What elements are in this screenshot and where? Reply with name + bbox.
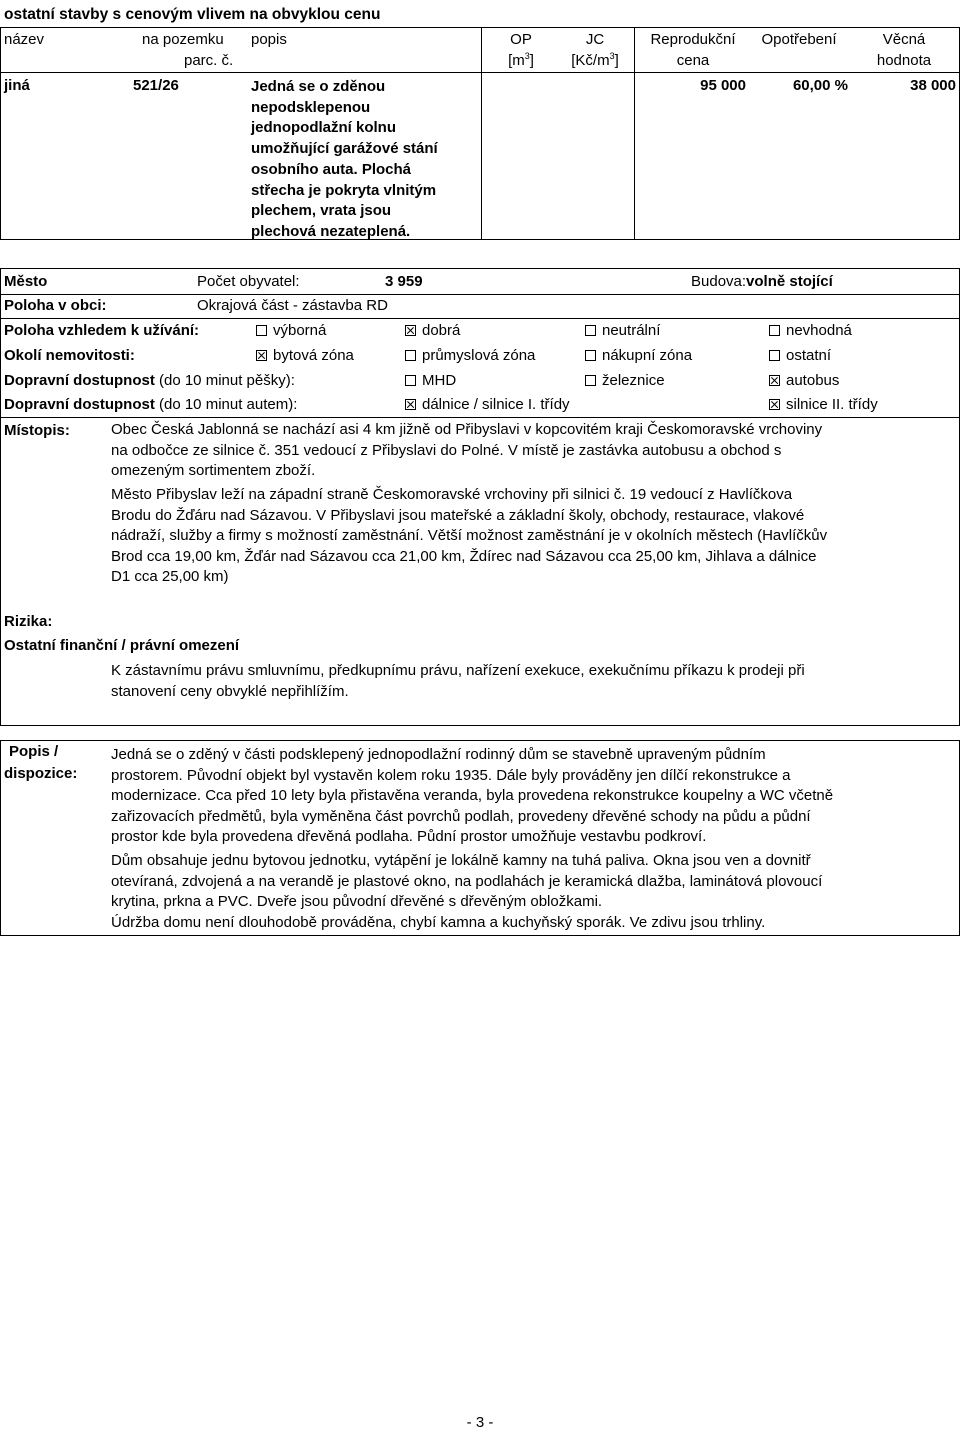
checkbox-ostatni[interactable]: ostatní (769, 347, 831, 364)
rizika-label: Rizika: (4, 613, 53, 630)
checkbox-icon-empty (769, 350, 780, 361)
location-divider-3 (0, 417, 960, 418)
checkbox-icon-empty (405, 375, 416, 386)
checkbox-prumyslova-zona[interactable]: průmyslová zóna (405, 347, 535, 364)
header-cena: cena (676, 52, 710, 69)
location-divider-2 (0, 318, 960, 319)
header-na-pozemku: na pozemku (142, 31, 224, 48)
checkbox-icon-empty (769, 325, 780, 336)
checkbox-bytova-zona[interactable]: bytová zóna (256, 347, 354, 364)
header-jc: JC (585, 31, 605, 48)
checkbox-silnice-ii[interactable]: silnice II. třídy (769, 396, 878, 413)
dispozice-label-2: dispozice: (4, 765, 78, 782)
checkbox-icon-checked (256, 350, 267, 361)
buildings-table (0, 27, 960, 240)
row-parcela: 521/26 (133, 77, 179, 94)
poloha-uzivani-label: Poloha vzhledem k užívání: (4, 322, 200, 339)
omezeni-text: K zástavnímu právu smluvnímu, předkupnímu právu, nařízení exekuce, exekučnímu příkazu k prodeji při stanovení ceny obvyklé nepřihlížím. (111, 662, 805, 700)
row-popis: Jedná se o zděnou nepodsklepenou jednopodlažní kolnu umožňující garážové stání osobního auta. Plochá střecha je pokryta vlnitým plechem, vrata jsou plechová nezateplená. (251, 78, 438, 240)
header-hodnota: hodnota (876, 52, 932, 69)
dispozice-paragraph-2: Dům obsahuje jednu bytovou jednotku, vytápění je lokálně kamny na tuhá paliva. Okna jsou ven a dovnitř otevíraná, zdvojená a na verandě je plastové okno, na podlahách je keramická dlažba, laminátová plovoucí krytina, prkna a PVC. Dveře jsou původní dřevěné s dřevěným obložkami. Údržba domu není dlouhodobě prováděna, chybí kamna a kuchyňský sporák. Ve zdivu jsou trhliny. (111, 852, 823, 931)
header-jc-unit: $[Kč/m^3]$ (571, 51, 619, 69)
checkbox-dalnice[interactable]: dálnice / silnice I. třídy (405, 396, 570, 413)
dispozice-paragraph-1: Jedná se o zděný v části podsklepený jednopodlažní rodinný dům se stavebně upraveným půdním prostorem. Původní objekt byl vystavěn kolem roku 1935. Dále byly prováděny jen dílčí rekonstrukce a modernizace. Cca před 10 lety byla přistavěna veranda, byla provedena rekonstrukce koupelny a WC včetně zařizovacích předmětů, byla vyměněna část povrchů podlah, provedeny dřevěné schody na půdu a půdní prostor kde byla provedena dřevěná podlaha. Půdní prostor umožňuje vestavbu podkroví. (111, 746, 834, 845)
page-number: - 3 - (466, 1414, 494, 1431)
section-title: ostatní stavby s cenovým vlivem na obvyklou cenu (4, 6, 381, 23)
checkbox-dobra[interactable]: dobrá (405, 322, 460, 339)
checkbox-icon-checked (405, 325, 416, 336)
row-nazev: jiná (4, 77, 30, 94)
budova-field: Budova:volně stojící (691, 273, 833, 290)
checkbox-icon-empty (585, 375, 596, 386)
mesto-label: Město (4, 273, 48, 290)
checkbox-icon-checked (769, 375, 780, 386)
pocet-obyvatel-label: Počet obyvatel: (197, 273, 300, 290)
checkbox-icon-empty (256, 325, 267, 336)
checkbox-nevhodna[interactable]: nevhodná (769, 322, 852, 339)
header-op: OP (510, 31, 532, 48)
checkbox-autobus[interactable]: autobus (769, 372, 839, 389)
header-parc-c: parc. č. (184, 52, 234, 69)
checkbox-icon-checked (405, 399, 416, 410)
table-divider-op (481, 27, 482, 240)
dostupnost-pesky-label: Dopravní dostupnost (do 10 minut pěšky): (4, 372, 295, 389)
checkbox-icon-empty (405, 350, 416, 361)
table-divider-jc (634, 27, 635, 240)
poloha-obci-label: Poloha v obci: (4, 297, 107, 314)
poloha-obci-value: Okrajová část - zástavba RD (197, 297, 388, 314)
checkbox-nakupni-zona[interactable]: nákupní zóna (585, 347, 692, 364)
dostupnost-autem-label: Dopravní dostupnost (do 10 minut autem): (4, 396, 298, 413)
omezeni-label: Ostatní finanční / právní omezení (4, 637, 240, 654)
dispozice-label-1: Popis / (9, 743, 59, 760)
row-reprodukcni-cena: 95 000 (700, 77, 746, 94)
row-opotrebeni: 60,00 % (792, 77, 848, 94)
header-op-unit: $[m^3]$ (508, 51, 534, 69)
header-opotrebeni: Opotřebení (761, 31, 837, 48)
header-nazev: název (4, 31, 45, 48)
row-vecna-hodnota: 38 000 (910, 77, 956, 94)
checkbox-icon-checked (769, 399, 780, 410)
checkbox-mhd[interactable]: MHD (405, 372, 456, 389)
header-vecna: Věcná (882, 31, 926, 48)
checkbox-icon-empty (585, 325, 596, 336)
mistopis-label: Místopis: (4, 422, 70, 439)
checkbox-neutralni[interactable]: neutrální (585, 322, 660, 339)
checkbox-vyborna[interactable]: výborná (256, 322, 326, 339)
table-header-divider (0, 72, 960, 73)
pocet-obyvatel-value: 3 959 (385, 273, 423, 290)
okoli-label: Okolí nemovitosti: (4, 347, 135, 364)
checkbox-zeleznice[interactable]: železnice (585, 372, 665, 389)
header-popis: popis (251, 31, 287, 48)
header-reprodukcni: Reprodukční (650, 31, 736, 48)
mistopis-paragraph-1: Obec Česká Jablonná se nachází asi 4 km jižně od Přibyslavi v kopcovitém kraji Českomoravské vrchoviny na odbočce ze silnice č. 351 vedoucí z Přibyslavi do Polné. V místě je zastávka autobusu a obchod s omezeným sortimentem zboží. (111, 421, 823, 479)
mistopis-paragraph-2: Město Přibyslav leží na západní straně Českomoravské vrchoviny při silnici č. 19 vedoucí z Havlíčkova Brodu do Žďáru nad Sázavou. V Přibyslavi jsou mateřské a základní školy, obchody, restaurace, vlakové nádraží, služby a firmy s možností zaměstnání. Větší možnost zaměstnání je v okolních městech (Havlíčkův Brod cca 19,00 km, Žďár nad Sázavou cca 21,00 km, Ždírec nad Sázavou cca 25,00 km, Jihlava a dálnice D1 cca 25,00 km) (111, 486, 828, 585)
checkbox-icon-empty (585, 350, 596, 361)
location-divider-1 (0, 294, 960, 295)
